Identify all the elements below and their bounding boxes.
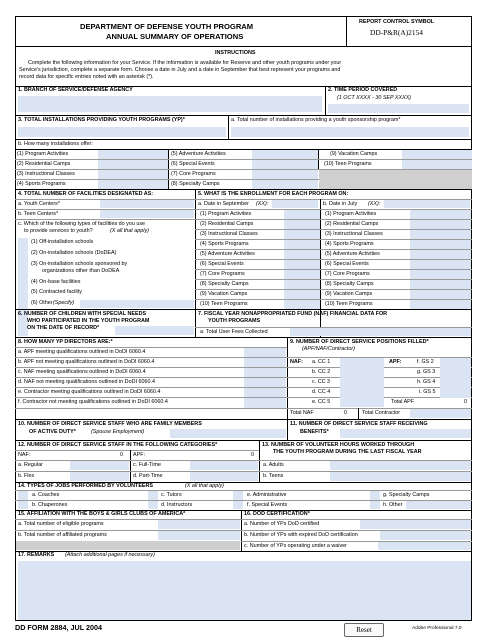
special-needs-line-2: WHO PARTICIPATED IN THE YOUTH PROGRAM (27, 318, 150, 324)
instructions-title: INSTRUCTIONS (215, 50, 256, 56)
part-time-label: d. Part-Time (133, 473, 163, 479)
sponsorship-input[interactable] (231, 127, 469, 137)
total-apf-value: 0 (464, 399, 467, 405)
cc3-label: c. CC 3 (312, 379, 330, 385)
affiliated-programs-input[interactable] (158, 531, 240, 540)
naf-not-meeting: d. NAF not meeting qualifications outlined in DoDI 6060.4 (18, 379, 155, 385)
instructions-line-1: Complete the following information for your Service. If the information is available for Reserve and other youth programs under your (28, 60, 342, 66)
bgca-empty (16, 541, 240, 550)
total-contractor-input[interactable] (410, 409, 471, 418)
youth-centers-input[interactable] (100, 200, 194, 208)
benefits-line-2: BENEFITS* (300, 429, 329, 435)
regular-label: a. Regular (18, 462, 43, 468)
time-period-label: 2. TIME PERIOD COVERED (328, 87, 398, 93)
form-number: DD FORM 2884, JUL 2004 (15, 623, 102, 632)
family-members-hint: (Spouse Employment) (91, 429, 145, 435)
job-specialty-camps: g. Specialty Camps (383, 492, 430, 498)
contractor-not-meeting: f. Contractor not meeting qualifications outlined in DoDI 6060.4 (18, 399, 168, 405)
offer-program-activities: (1) Program Activities (17, 151, 69, 157)
instructions-line-2: Service's jurisdiction, complete a separate form. Choose a date in July and a date in September that best represent your programs and (19, 67, 341, 73)
remarks-label: 17. REMARKS (18, 552, 55, 558)
gs5-label: i. GS 5 (419, 389, 436, 395)
offer-special-events: (6) Special Events (171, 161, 215, 167)
dod-cert-label: 16. DOD CERTIFICATION* (244, 511, 310, 517)
job-administrative: e. Administrative (247, 492, 287, 498)
yp-waiver-label: c. Number of YPs operating under a waiver (244, 543, 347, 549)
offer-core-programs: (7) Core Programs (171, 171, 216, 177)
gs3-label: g. GS 3 (417, 369, 436, 375)
total-installations-label: 3. TOTAL INSTALLATIONS PROVIDING YOUTH PROGRAMS (YP)* (18, 117, 185, 123)
naf-meeting: c. NAF meeting qualifications outlined in DoDI 6060.4 (18, 369, 146, 375)
sept-vacation-camps: (9) Vacation Camps (200, 291, 248, 297)
staff-apf-value: 0 (251, 452, 254, 458)
volunteer-jobs-label: 14. TYPES OF JOBS PERFORMED BY VOLUNTEERS (18, 483, 153, 489)
facilities-label: 4. TOTAL NUMBER OF FACILITIES DESIGNATED AS: (18, 191, 154, 197)
job-tutors: c. Tutors (161, 492, 182, 498)
job-coaches: a. Coaches (32, 492, 60, 498)
volunteer-jobs-hint: (X all that apply) (185, 483, 224, 489)
flex-input[interactable] (70, 472, 129, 481)
gs2-label: f. GS 2 (417, 359, 434, 365)
adults-label: a. Adults (263, 462, 284, 468)
naf-label: NAF: (290, 359, 303, 365)
facility-on-base: (4) On-base facilities (31, 279, 81, 285)
enrollment-label: 5. WHAT IS THE ENROLLMENT FOR EACH PROGRAM ON: (198, 191, 349, 197)
eligible-programs-input[interactable] (158, 520, 240, 529)
job-other-input[interactable] (406, 501, 471, 509)
benefits-input[interactable] (340, 429, 471, 438)
job-other: h. Other (383, 502, 403, 508)
total-installations-input[interactable] (18, 127, 226, 137)
apf-meeting: a. APF meeting qualifications outlined in DoDI 6060.4 (18, 349, 146, 355)
yp-expired-input[interactable] (380, 531, 471, 540)
july-specialty-camps: (8) Specialty Camps (325, 281, 374, 287)
offer-specialty-camps: (8) Specialty Camps (171, 181, 220, 187)
form-title: ANNUAL SUMMARY OF OPERATIONS (106, 32, 244, 41)
volunteer-hours-line-1: 13. NUMBER OF VOLUNTEER HOURS WORKED THROUGH (262, 442, 415, 448)
facility-sponsored-2: organizations other than DoDEA (42, 268, 120, 274)
facility-types-line-1: c. Which of the following types of facilities do you use (18, 221, 146, 227)
rcs-value: DD-P&R(A)2154 (370, 28, 423, 37)
time-period-input[interactable] (328, 104, 469, 113)
family-members-line-1: 10. NUMBER OF DIRECT SERVICE STAFF WHO ARE FAMILY MEMBERS (18, 421, 202, 427)
special-needs-line-3: ON THE DATE OF RECORD* (27, 325, 100, 331)
sept-adventure-activities: (5) Adventure Activities (200, 251, 255, 257)
staff-naf-label: NAF: (18, 452, 31, 458)
reset-button[interactable]: Reset (344, 623, 384, 637)
total-contractor-label: Total Contractor (362, 410, 401, 416)
sept-instructional-classes: (3) Instructional Classes (200, 231, 258, 237)
instructions-line-3: record data for specific entries noted with an asterisk (*). (19, 74, 154, 80)
apf-positions-inputs[interactable] (440, 358, 471, 398)
enroll-sept-date[interactable] (272, 200, 318, 208)
apf-not-meeting: b. APF not meeting qualifications outlined in DoDI 6060.4 (18, 359, 155, 365)
facility-other-input[interactable] (80, 300, 194, 308)
eligible-programs-label: a. Total number of eligible programs (18, 521, 104, 527)
yp-certified-input[interactable] (360, 520, 471, 529)
july-special-events: (6) Special Events (325, 261, 369, 267)
sponsorship-label: a. Total number of installations providing a youth sponsorship program* (231, 117, 401, 123)
branch-input[interactable] (18, 96, 322, 112)
job-special-events: f. Special Events (247, 502, 288, 508)
regular-input[interactable] (70, 461, 129, 470)
offer-vacation-camps: (9) Vacation Camps (330, 151, 378, 157)
yp-directors-label: 8. HOW MANY YP DIRECTORS ARE:* (18, 339, 113, 345)
branch-label: 1. BRANCH OF SERVICE/DEFENSE AGENCY (18, 87, 133, 93)
staff-categories-label: 12. NUMBER OF DIRECT SERVICE STAFF IN THE FOLLOWING CATEGORIES* (18, 442, 218, 448)
benefits-line-1: 11. NUMBER OF DIRECT SERVICE STAFF RECEIVING (290, 421, 428, 427)
july-vacation-camps: (9) Vacation Camps (325, 291, 373, 297)
sept-specialty-camps: (8) Specialty Camps (200, 281, 249, 287)
offer-teen-programs: (10) Teen Programs (324, 161, 372, 167)
july-sports-programs: (4) Sports Programs (325, 241, 374, 247)
gs4-label: h. GS 4 (417, 379, 436, 385)
sept-residential-camps: (2) Residential Camps (200, 221, 254, 227)
offer-instructional-classes: (3) Instructional Classes (17, 171, 75, 177)
job-chaperones: b. Chaperones (32, 502, 68, 508)
enroll-july-hint: (XX): (368, 201, 381, 207)
remarks-hint: (Attach additional pages if necessary) (65, 552, 155, 558)
enroll-sept-label: a. Date in September (198, 201, 249, 207)
naf-financial-line-2: YOUTH PROGRAMS (208, 318, 261, 324)
staff-naf-value: 0 (120, 452, 123, 458)
facility-types-line-2: to provide services to youth? (24, 228, 93, 234)
total-naf-value: 0 (344, 410, 347, 416)
teens-label: b. Teens (263, 473, 284, 479)
facility-sponsored-1: (3) On-installation schools sponsored by (31, 261, 128, 267)
apf-label: APF: (389, 359, 402, 365)
total-apf-label: Total APF (391, 399, 415, 405)
july-adventure-activities: (5) Adventure Activities (325, 251, 380, 257)
bgca-label: 15. AFFILIATION WITH THE BOYS & GIRLS CLUBS OF AMERICA* (18, 511, 186, 517)
staff-apf-label: APF: (133, 452, 145, 458)
teen-centers-input[interactable] (100, 210, 194, 218)
facility-off-installation: (1) Off-installation schools (31, 239, 94, 245)
yp-waiver-input[interactable] (378, 542, 471, 550)
part-time-input[interactable] (190, 472, 258, 481)
july-instructional-classes: (3) Instructional Classes (325, 231, 383, 237)
user-fees-input[interactable] (290, 328, 471, 336)
enroll-sept-hint: (XX): (256, 201, 269, 207)
july-core-programs: (7) Core Programs (325, 271, 370, 277)
enroll-july-date[interactable] (384, 200, 470, 208)
contractor-meeting: e. Contractor meeting qualifications outlined in DoDI 6060.4 (18, 389, 161, 395)
installations-offer-label: b. How many installations offer: (18, 141, 93, 147)
user-fees-label: a. Total User Fees Collected (200, 329, 268, 335)
cc5-label: e. CC 5 (312, 399, 331, 405)
facility-other-hint: (Specify) (53, 300, 75, 306)
facility-contracted: (5) Contracted facility (31, 289, 82, 295)
youth-centers-label: a. Youth Centers* (18, 201, 60, 207)
adobe-version: Adobe Professional 7.0 (412, 626, 462, 631)
yp-expired-label: b. Number of YPs with expired DoD certification (244, 532, 358, 538)
naf-positions-inputs[interactable] (340, 358, 384, 407)
yp-certified-label: a. Number of YPs DoD certified (244, 521, 320, 527)
enroll-july-label: b. Date in July (323, 201, 358, 207)
facility-dodea: (2) On-installation schools (DoDEA) (31, 250, 117, 256)
family-members-input[interactable] (170, 429, 286, 438)
family-members-line-2: OF ACTIVE DUTY* (29, 429, 76, 435)
july-residential-camps: (2) Residential Camps (325, 221, 379, 227)
sept-special-events: (6) Special Events (200, 261, 244, 267)
offer-col3-empty (319, 170, 472, 189)
teen-centers-label: b. Teen Centers* (18, 211, 59, 217)
offer-sports-programs: (4) Sports Programs (17, 181, 66, 187)
naf-financial-line-1: 7. FISCAL YEAR NONAPPROPRIATED FUND (NAF) FINANCIAL DATA FOR (198, 311, 388, 317)
sept-program-activities: (1) Program Activities (200, 211, 252, 217)
sept-sports-programs: (4) Sports Programs (200, 241, 249, 247)
offer-residential-camps: (2) Residential Camps (17, 161, 71, 167)
remarks-textarea[interactable] (18, 561, 471, 620)
full-time-label: c. Full-Time (133, 462, 161, 468)
direct-positions-hint: (APF/NAF/Contractor) (302, 346, 356, 352)
special-needs-line-1: 6. NUMBER OF CHILDREN WITH SPECIAL NEEDS (18, 311, 147, 317)
special-needs-input[interactable] (115, 326, 194, 335)
cc4-label: d. CC 4 (312, 389, 331, 395)
total-naf-label: Total NAF (290, 410, 314, 416)
july-teen-programs: (10) Teen Programs (325, 301, 373, 307)
job-instructors: d. Instructors (161, 502, 193, 508)
sept-teen-programs: (10) Teen Programs (200, 301, 248, 307)
facility-other: (6) Other (31, 300, 53, 306)
adults-input[interactable] (330, 461, 471, 470)
direct-positions-label: 9. NUMBER OF DIRECT SERVICE POSITIONS FILLED* (290, 339, 429, 345)
volunteer-hours-line-2: THE YOUTH PROGRAM DURING THE LAST FISCAL YEAR (273, 449, 422, 455)
teens-input[interactable] (330, 472, 471, 481)
flex-label: b. Flex (18, 473, 35, 479)
rcs-label: REPORT CONTROL SYMBOL (359, 19, 435, 25)
offer-adventure-activities: (5) Adventure Activities (171, 151, 226, 157)
sept-core-programs: (7) Core Programs (200, 271, 245, 277)
july-program-activities: (1) Program Activities (325, 211, 377, 217)
cc1-label: a. CC 1 (312, 359, 331, 365)
facility-types-hint: (X all that apply) (110, 228, 149, 234)
full-time-input[interactable] (190, 461, 258, 470)
dept-heading: DEPARTMENT OF DEFENSE YOUTH PROGRAM (80, 22, 254, 31)
time-period-hint: (1 OCT XXXX - 30 SEP XXXX) (337, 95, 412, 101)
cc2-label: b. CC 2 (312, 369, 331, 375)
affiliated-programs-label: b. Total number of affiliated programs (18, 532, 107, 538)
